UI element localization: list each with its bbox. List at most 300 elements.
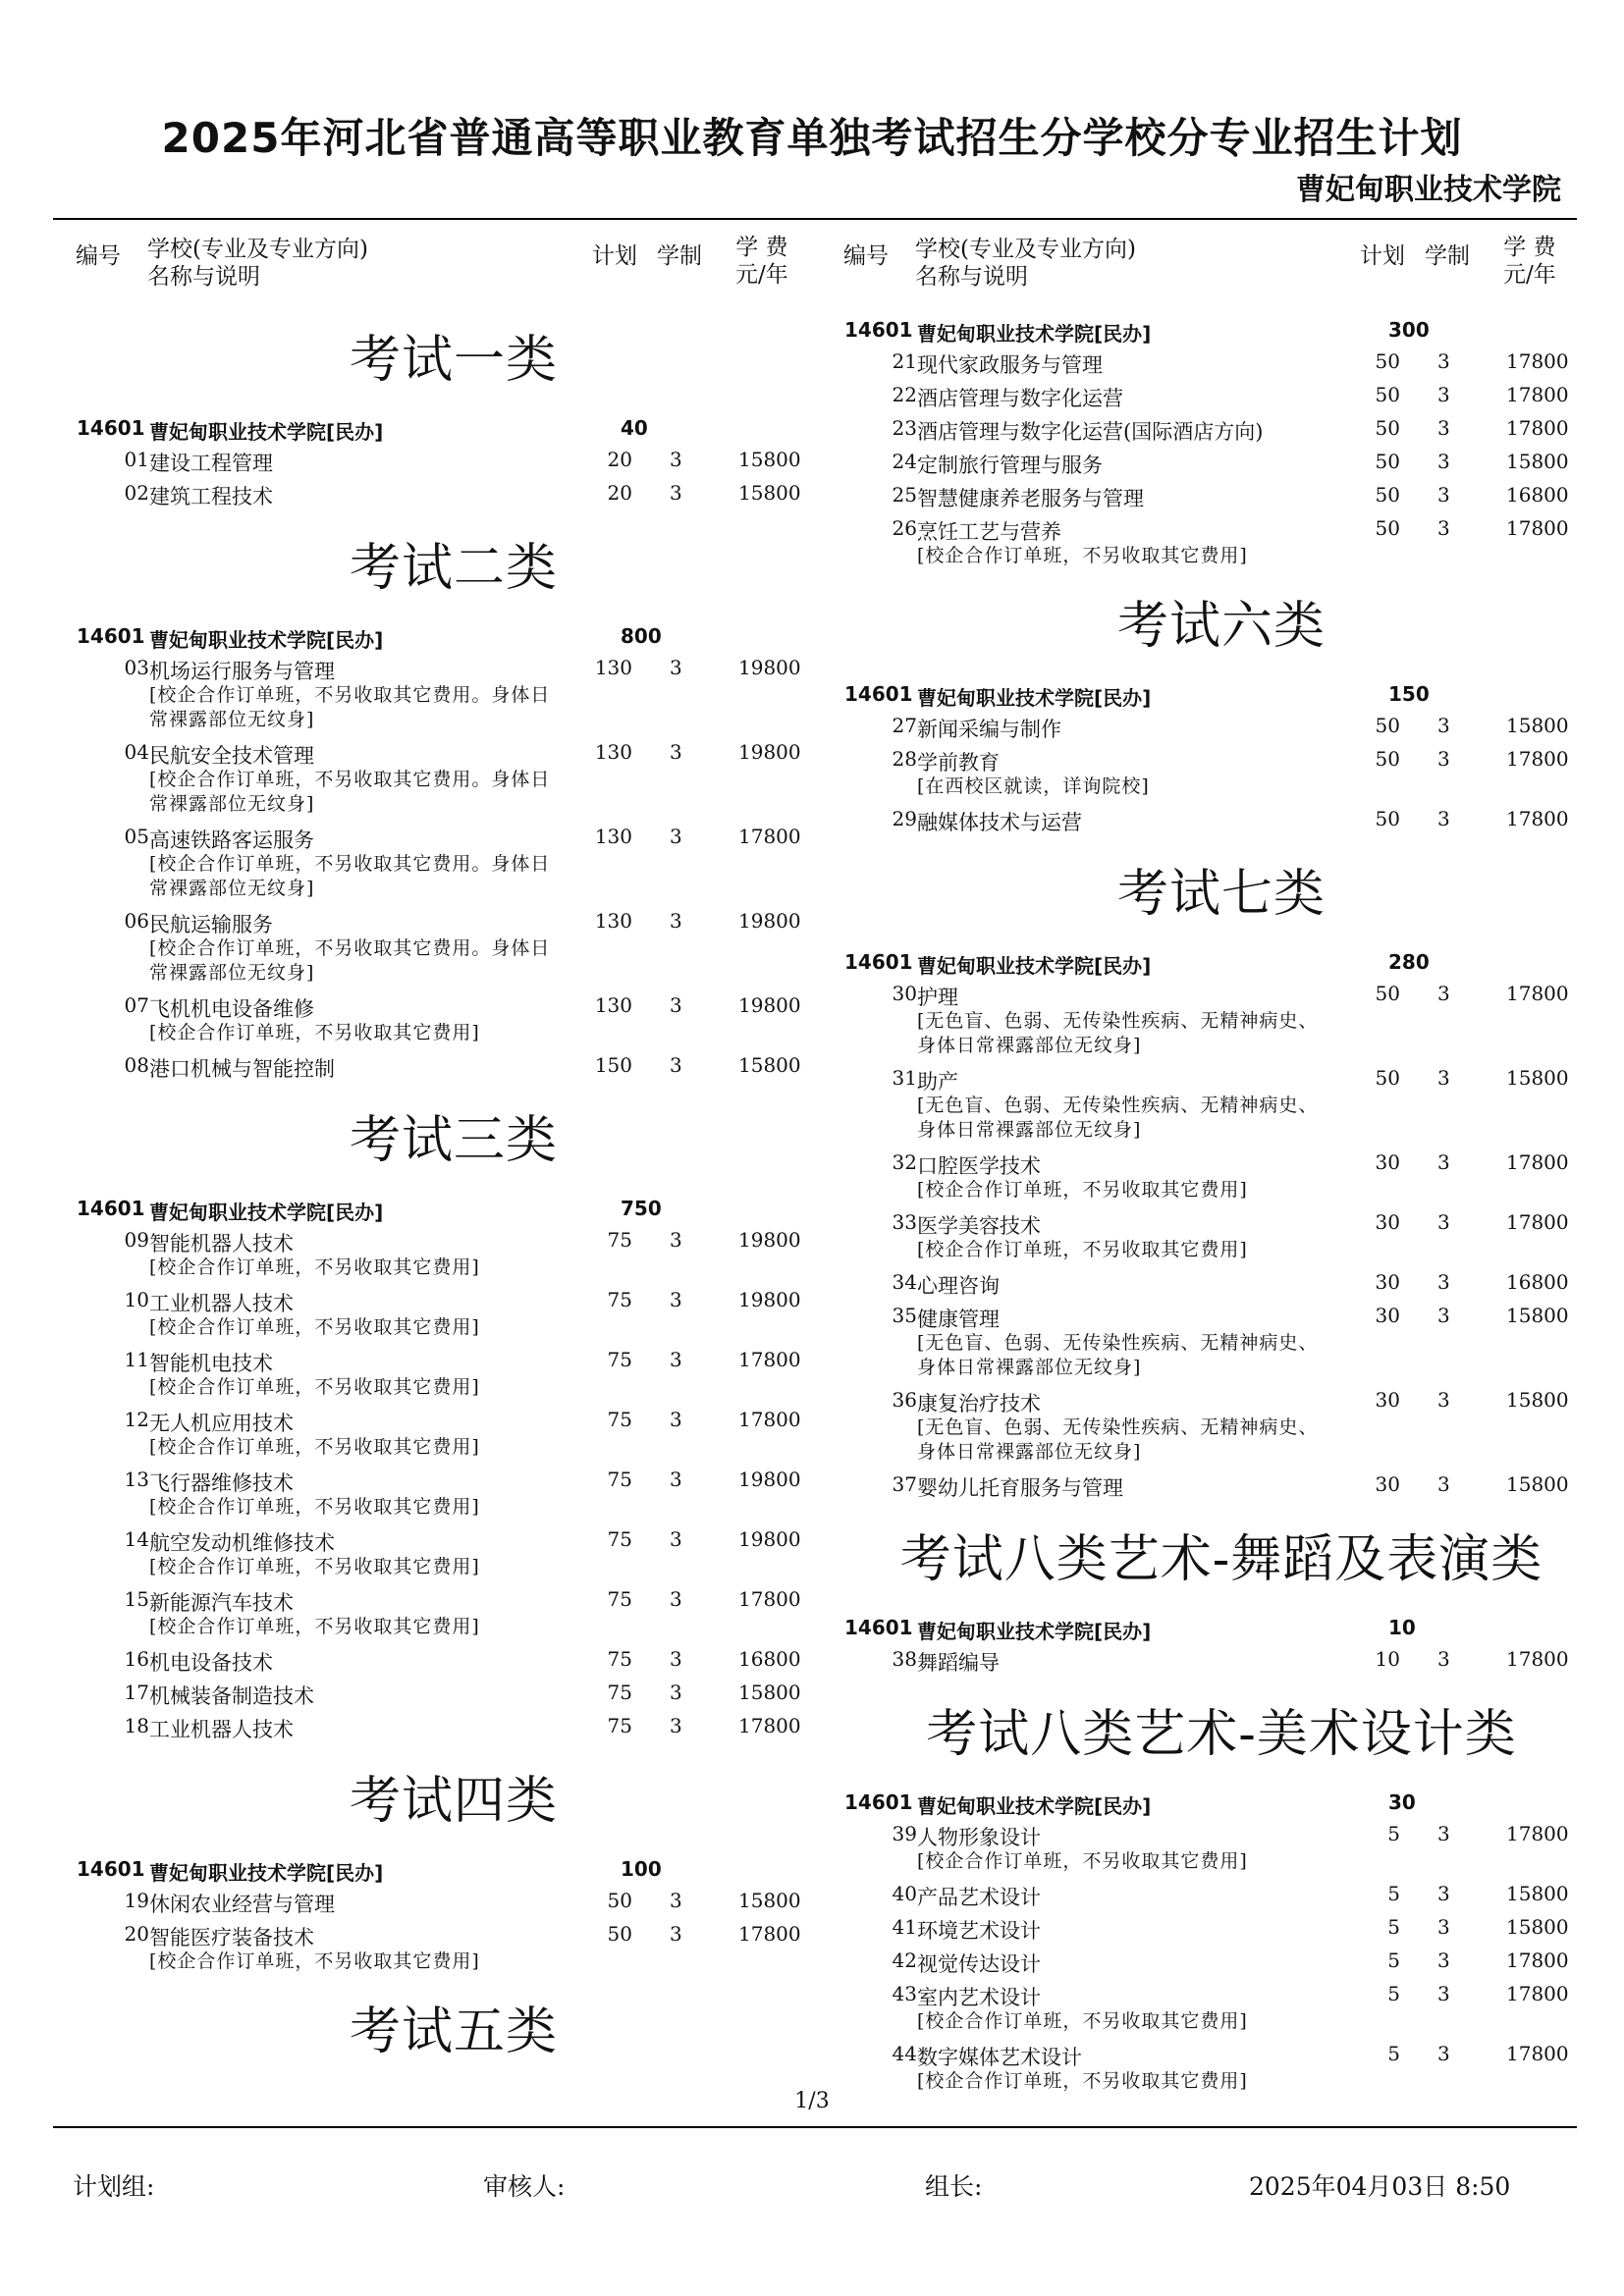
- major-row: [839, 1945, 1604, 1978]
- major-row: [839, 1206, 1604, 1240]
- major-plan: 30: [1375, 1210, 1400, 1234]
- school-name: 曹妃甸职业技术学院[民办]: [917, 954, 1152, 978]
- major-number: 44: [892, 2042, 917, 2065]
- major-note: [在西校区就读，详询院校]: [917, 775, 1150, 797]
- major-fee: 15800: [738, 481, 801, 505]
- school-code: 14601: [77, 624, 145, 648]
- major-plan: 50: [1375, 807, 1400, 830]
- left-section-list: [71, 316, 837, 2076]
- major-number: 43: [892, 1982, 917, 2005]
- major-number: 42: [892, 1949, 917, 1972]
- major-plan: 10: [1375, 1647, 1400, 1671]
- major-row: [71, 989, 837, 1023]
- major-number: 39: [892, 1822, 917, 1845]
- major-fee: 19800: [738, 1288, 801, 1311]
- major-years: 3: [670, 656, 682, 679]
- major-row: [839, 346, 1604, 379]
- major-plan: 75: [607, 1587, 632, 1611]
- footer-leader: 组长:: [925, 2172, 983, 2201]
- school-name-header: 曹妃甸职业技术学院: [1296, 173, 1561, 207]
- major-name: 航空发动机维修技术: [149, 1531, 335, 1555]
- major-years: 3: [1437, 383, 1450, 406]
- school-name: 曹妃甸职业技术学院[民办]: [917, 686, 1152, 710]
- major-name: 机场运行服务与管理: [149, 660, 335, 683]
- major-fee: 16800: [738, 1647, 801, 1671]
- major-name: 舞蹈编导: [917, 1651, 1000, 1675]
- major-row: [839, 1384, 1604, 1417]
- major-years: 3: [1437, 714, 1450, 737]
- header-plan: 计划: [592, 243, 637, 269]
- major-number: 33: [892, 1210, 917, 1234]
- major-years: 3: [670, 1527, 682, 1551]
- major-years: 3: [1437, 1150, 1450, 1174]
- major-number: 01: [124, 448, 149, 471]
- major-fee: 17800: [738, 1714, 801, 1737]
- major-fee: 15800: [1506, 1882, 1569, 1905]
- major-note: [校企合作订单班，不另收取其它费用]: [917, 1239, 1248, 1260]
- major-number: 15: [124, 1587, 149, 1611]
- major-fee: 17800: [1506, 1150, 1569, 1174]
- major-note: [校企合作订单班，不另收取其它费用]: [917, 545, 1248, 566]
- major-years: 3: [670, 1348, 682, 1371]
- major-years: 3: [670, 1922, 682, 1946]
- major-row: [71, 1677, 837, 1710]
- major-plan: 75: [607, 1288, 632, 1311]
- major-name: 休闲农业经营与管理: [149, 1893, 335, 1916]
- major-number: 13: [124, 1468, 149, 1491]
- major-plan: 5: [1387, 1822, 1400, 1845]
- major-note: [校企合作订单班，不另收取其它费用]: [149, 1022, 480, 1043]
- major-row: [71, 1523, 837, 1557]
- major-name: 建设工程管理: [149, 452, 273, 475]
- major-number: 41: [892, 1915, 917, 1939]
- major-row: [839, 446, 1604, 479]
- major-fee: 17800: [738, 1408, 801, 1431]
- major-plan: 50: [1375, 747, 1400, 771]
- major-name: 港口机械与智能控制: [149, 1057, 335, 1081]
- major-name: 助产: [917, 1070, 958, 1094]
- major-plan: 50: [607, 1889, 632, 1912]
- major-number: 23: [892, 416, 917, 440]
- major-years: 3: [670, 1587, 682, 1611]
- exam-category-title: 考试二类: [349, 539, 558, 598]
- major-name: 口腔医学技术: [917, 1154, 1041, 1178]
- major-plan: 50: [1375, 416, 1400, 440]
- major-years: 3: [670, 1408, 682, 1431]
- major-name: 智慧健康养老服务与管理: [917, 487, 1144, 510]
- major-years: 3: [1437, 1647, 1450, 1671]
- major-number: 14: [124, 1527, 149, 1551]
- major-years: 3: [1437, 450, 1450, 473]
- major-name: 酒店管理与数字化运营: [917, 387, 1123, 410]
- major-years: 3: [670, 1681, 682, 1704]
- school-total-plan: 800: [621, 624, 662, 648]
- major-fee: 15800: [1506, 1304, 1569, 1327]
- major-note: [校企合作订单班，不另收取其它费用。身体日常裸露部位无纹身]: [149, 937, 551, 984]
- major-number: 40: [892, 1882, 917, 1905]
- major-fee: 19800: [738, 1527, 801, 1551]
- header-code: 编号: [843, 243, 889, 269]
- major-name: 心理咨询: [917, 1274, 1000, 1298]
- major-fee: 17800: [1506, 1949, 1569, 1972]
- major-years: 3: [670, 1647, 682, 1671]
- school-total-plan: 40: [621, 416, 648, 440]
- major-name: 数字媒体艺术设计: [917, 2046, 1082, 2069]
- major-row: [71, 1284, 837, 1317]
- major-name: 高速铁路客运服务: [149, 828, 314, 852]
- major-number: 06: [124, 909, 149, 933]
- major-years: 3: [1437, 1882, 1450, 1905]
- major-name: 人物形象设计: [917, 1826, 1041, 1849]
- major-name: 机电设备技术: [149, 1651, 273, 1675]
- school-name: 曹妃甸职业技术学院[民办]: [149, 420, 384, 444]
- major-fee: 17800: [738, 825, 801, 848]
- school-name: 曹妃甸职业技术学院[民办]: [149, 1861, 384, 1885]
- major-note: [校企合作订单班，不另收取其它费用。身体日常裸露部位无纹身]: [149, 769, 551, 815]
- major-number: 37: [892, 1472, 917, 1496]
- school-name: 曹妃甸职业技术学院[民办]: [149, 628, 384, 652]
- major-number: 30: [892, 982, 917, 1005]
- major-number: 16: [124, 1647, 149, 1671]
- major-years: 3: [1437, 1915, 1450, 1939]
- major-note: [校企合作订单班，不另收取其它费用]: [149, 1950, 480, 1972]
- major-row: [71, 736, 837, 770]
- header-school: 学校(专业及专业方向) 名称与说明: [915, 237, 1136, 290]
- major-plan: 50: [1375, 450, 1400, 473]
- school-code: 14601: [77, 1857, 145, 1881]
- school-total-plan: 150: [1388, 682, 1430, 706]
- major-row: [839, 1300, 1604, 1333]
- left-column: [71, 234, 837, 2079]
- major-name: 视觉传达设计: [917, 1952, 1041, 1976]
- exam-category-title: 考试三类: [349, 1111, 558, 1170]
- major-number: 28: [892, 747, 917, 771]
- major-name: 健康管理: [917, 1308, 1000, 1331]
- major-row: [839, 1643, 1604, 1677]
- major-years: 3: [1437, 416, 1450, 440]
- major-years: 3: [1437, 2042, 1450, 2065]
- top-divider: [53, 218, 1577, 220]
- major-years: 3: [1437, 1270, 1450, 1294]
- major-note: [无色盲、色弱、无传染性疾病、无精神病史、身体日常裸露部位无纹身]: [917, 1332, 1319, 1378]
- school-row: [71, 1191, 837, 1224]
- major-number: 12: [124, 1408, 149, 1431]
- major-years: 3: [1437, 1949, 1450, 1972]
- major-name: 智能机器人技术: [149, 1232, 294, 1255]
- major-plan: 30: [1375, 1388, 1400, 1412]
- major-years: 3: [1437, 516, 1450, 540]
- header-years: 学制: [657, 243, 702, 269]
- major-plan: 75: [607, 1527, 632, 1551]
- major-note: [校企合作订单班，不另收取其它费用]: [149, 1376, 480, 1398]
- major-name: 室内艺术设计: [917, 1986, 1041, 2009]
- major-name: 飞机机电设备维修: [149, 997, 314, 1021]
- major-plan: 50: [1375, 714, 1400, 737]
- major-fee: 17800: [1506, 1210, 1569, 1234]
- major-plan: 50: [1375, 349, 1400, 373]
- major-number: 27: [892, 714, 917, 737]
- major-note: [校企合作订单班，不另收取其它费用]: [917, 2010, 1248, 2032]
- major-years: 3: [1437, 1472, 1450, 1496]
- major-fee: 15800: [738, 448, 801, 471]
- major-fee: 17800: [1506, 1822, 1569, 1845]
- column-header: [71, 234, 837, 302]
- major-note: [无色盲、色弱、无传染性疾病、无精神病史、身体日常裸露部位无纹身]: [917, 1416, 1319, 1463]
- major-fee: 19800: [738, 656, 801, 679]
- major-name: 无人机应用技术: [149, 1412, 294, 1435]
- footer-datetime: 2025年04月03日 8:50: [1249, 2172, 1511, 2201]
- major-number: 11: [124, 1348, 149, 1371]
- major-years: 3: [670, 1468, 682, 1491]
- major-years: 3: [1437, 483, 1450, 507]
- major-plan: 130: [594, 740, 632, 764]
- major-name: 工业机器人技术: [149, 1718, 294, 1741]
- major-fee: 15800: [1506, 1388, 1569, 1412]
- major-years: 3: [670, 740, 682, 764]
- major-plan: 130: [594, 825, 632, 848]
- major-row: [839, 1147, 1604, 1180]
- major-note: [校企合作订单班，不另收取其它费用]: [149, 1556, 480, 1577]
- major-fee: 19800: [738, 1228, 801, 1252]
- major-number: 38: [892, 1647, 917, 1671]
- school-total-plan: 300: [1388, 318, 1430, 342]
- school-name: 曹妃甸职业技术学院[民办]: [149, 1201, 384, 1224]
- school-row: [839, 676, 1604, 710]
- school-row: [71, 410, 837, 444]
- major-name: 护理: [917, 986, 958, 1009]
- major-plan: 75: [607, 1647, 632, 1671]
- major-note: [校企合作订单班，不另收取其它费用]: [917, 1850, 1248, 1872]
- header-code: 编号: [76, 243, 121, 269]
- major-name: 新闻采编与制作: [917, 718, 1061, 741]
- major-plan: 5: [1387, 1915, 1400, 1939]
- column-header: [839, 234, 1604, 302]
- major-name: 飞行器维修技术: [149, 1471, 294, 1495]
- header-plan: 计划: [1360, 243, 1405, 269]
- major-name: 融媒体技术与运营: [917, 811, 1082, 834]
- major-years: 3: [1437, 747, 1450, 771]
- major-years: 3: [1437, 1822, 1450, 1845]
- major-row: [839, 512, 1604, 546]
- major-row: [71, 652, 837, 685]
- school-total-plan: 280: [1388, 950, 1430, 974]
- major-fee: 19800: [738, 1468, 801, 1491]
- major-row: [839, 710, 1604, 743]
- major-name: 定制旅行管理与服务: [917, 454, 1103, 477]
- major-years: 3: [670, 825, 682, 848]
- header-fee: 学 费 元/年: [735, 235, 788, 288]
- major-number: 18: [124, 1714, 149, 1737]
- major-name: 新能源汽车技术: [149, 1591, 294, 1615]
- major-row: [839, 1468, 1604, 1502]
- major-fee: 15800: [1506, 1915, 1569, 1939]
- major-number: 34: [892, 1270, 917, 1294]
- major-plan: 50: [1375, 483, 1400, 507]
- major-plan: 50: [607, 1922, 632, 1946]
- major-fee: 17800: [1506, 1982, 1569, 2005]
- major-name: 酒店管理与数字化运营(国际酒店方向): [917, 420, 1264, 444]
- school-code: 14601: [844, 682, 913, 706]
- major-row: [71, 444, 837, 477]
- major-plan: 75: [607, 1228, 632, 1252]
- major-number: 10: [124, 1288, 149, 1311]
- major-note: [校企合作订单班，不另收取其它费用]: [149, 1256, 480, 1278]
- major-plan: 30: [1375, 1304, 1400, 1327]
- major-fee: 17800: [1506, 416, 1569, 440]
- major-plan: 130: [594, 909, 632, 933]
- major-years: 3: [670, 1053, 682, 1077]
- major-fee: 15800: [738, 1889, 801, 1912]
- major-number: 22: [892, 383, 917, 406]
- exam-category-title: 考试一类: [349, 331, 558, 390]
- school-total-plan: 30: [1388, 1790, 1416, 1814]
- major-plan: 75: [607, 1681, 632, 1704]
- header-fee: 学 费 元/年: [1503, 235, 1556, 288]
- major-number: 24: [892, 450, 917, 473]
- major-plan: 30: [1375, 1150, 1400, 1174]
- major-fee: 17800: [738, 1922, 801, 1946]
- school-name: 曹妃甸职业技术学院[民办]: [917, 322, 1152, 346]
- major-years: 3: [670, 1889, 682, 1912]
- school-name: 曹妃甸职业技术学院[民办]: [917, 1794, 1152, 1818]
- major-note: [校企合作订单班，不另收取其它费用]: [917, 2070, 1248, 2092]
- school-code: 14601: [844, 318, 913, 342]
- major-plan: 130: [594, 993, 632, 1017]
- major-number: 25: [892, 483, 917, 507]
- major-years: 3: [670, 1228, 682, 1252]
- major-name: 产品艺术设计: [917, 1886, 1041, 1909]
- major-years: 3: [670, 993, 682, 1017]
- major-years: 3: [670, 1714, 682, 1737]
- major-years: 3: [1437, 1066, 1450, 1090]
- school-code: 14601: [77, 416, 145, 440]
- school-row: [839, 944, 1604, 978]
- major-name: 康复治疗技术: [917, 1392, 1041, 1415]
- major-years: 3: [1437, 982, 1450, 1005]
- major-years: 3: [670, 909, 682, 933]
- major-name: 机械装备制造技术: [149, 1684, 314, 1708]
- major-years: 3: [1437, 1982, 1450, 2005]
- major-name: 学前教育: [917, 751, 1000, 774]
- school-row: [839, 312, 1604, 346]
- major-note: [校企合作订单班，不另收取其它费用]: [149, 1496, 480, 1518]
- major-row: [71, 1643, 837, 1677]
- right-section-list: [839, 312, 1604, 2098]
- major-note: [校企合作订单班，不另收取其它费用]: [149, 1616, 480, 1637]
- major-note: [无色盲、色弱、无传染性疾病、无精神病史、身体日常裸露部位无纹身]: [917, 1010, 1319, 1056]
- exam-category-title: 考试四类: [349, 1772, 558, 1831]
- major-plan: 50: [1375, 982, 1400, 1005]
- exam-category-title: 考试七类: [1116, 865, 1326, 924]
- page-number: 1/3: [794, 2089, 830, 2113]
- major-number: 36: [892, 1388, 917, 1412]
- major-row: [71, 477, 837, 510]
- major-row: [839, 1062, 1604, 1095]
- major-fee: 17800: [1506, 807, 1569, 830]
- major-row: [71, 1710, 837, 1743]
- major-plan: 30: [1375, 1472, 1400, 1496]
- major-fee: 17800: [1506, 747, 1569, 771]
- major-number: 35: [892, 1304, 917, 1327]
- major-plan: 150: [594, 1053, 632, 1077]
- major-fee: 17800: [1506, 982, 1569, 1005]
- major-fee: 17800: [1506, 2042, 1569, 2065]
- major-fee: 17800: [1506, 349, 1569, 373]
- major-number: 31: [892, 1066, 917, 1090]
- major-name: 环境艺术设计: [917, 1919, 1041, 1943]
- major-note: [校企合作订单班，不另收取其它费用]: [149, 1436, 480, 1458]
- school-total-plan: 10: [1388, 1616, 1416, 1639]
- major-fee: 16800: [1506, 1270, 1569, 1294]
- major-plan: 30: [1375, 1270, 1400, 1294]
- major-plan: 50: [1375, 383, 1400, 406]
- major-years: 3: [670, 481, 682, 505]
- major-years: 3: [1437, 807, 1450, 830]
- school-code: 14601: [844, 1616, 913, 1639]
- major-number: 04: [124, 740, 149, 764]
- major-plan: 5: [1387, 1949, 1400, 1972]
- major-fee: 17800: [1506, 1647, 1569, 1671]
- major-name: 烹饪工艺与营养: [917, 520, 1061, 544]
- school-row: [71, 618, 837, 652]
- major-row: [839, 412, 1604, 446]
- major-fee: 19800: [738, 909, 801, 933]
- major-plan: 75: [607, 1408, 632, 1431]
- school-code: 14601: [77, 1197, 145, 1220]
- major-row: [71, 905, 837, 938]
- major-row: [839, 2038, 1604, 2071]
- major-row: [839, 379, 1604, 412]
- major-number: 17: [124, 1681, 149, 1704]
- major-note: [校企合作订单班，不另收取其它费用]: [149, 1316, 480, 1338]
- major-name: 民航运输服务: [149, 913, 273, 936]
- major-name: 民航安全技术管理: [149, 744, 314, 768]
- major-number: 02: [124, 481, 149, 505]
- major-row: [71, 1049, 837, 1083]
- major-number: 29: [892, 807, 917, 830]
- major-plan: 20: [607, 448, 632, 471]
- exam-category-title: 考试六类: [1116, 597, 1326, 656]
- school-name: 曹妃甸职业技术学院[民办]: [917, 1620, 1152, 1643]
- school-code: 14601: [844, 950, 913, 974]
- exam-category-title: 考试八类艺术-舞蹈及表演类: [899, 1530, 1543, 1589]
- major-number: 03: [124, 656, 149, 679]
- major-years: 3: [1437, 1388, 1450, 1412]
- major-row: [839, 1878, 1604, 1911]
- major-fee: 15800: [738, 1681, 801, 1704]
- major-row: [839, 479, 1604, 512]
- major-number: 20: [124, 1922, 149, 1946]
- major-row: [71, 1224, 837, 1257]
- major-fee: 15800: [738, 1053, 801, 1077]
- major-number: 32: [892, 1150, 917, 1174]
- major-name: 现代家政服务与管理: [917, 353, 1103, 377]
- school-total-plan: 100: [621, 1857, 662, 1881]
- major-row: [71, 1404, 837, 1437]
- major-row: [839, 978, 1604, 1011]
- major-plan: 5: [1387, 1882, 1400, 1905]
- major-number: 19: [124, 1889, 149, 1912]
- major-years: 3: [1437, 349, 1450, 373]
- major-years: 3: [670, 448, 682, 471]
- major-number: 08: [124, 1053, 149, 1077]
- major-plan: 130: [594, 656, 632, 679]
- major-plan: 75: [607, 1348, 632, 1371]
- major-number: 05: [124, 825, 149, 848]
- major-row: [71, 1918, 837, 1951]
- major-row: [839, 1911, 1604, 1945]
- major-note: [无色盲、色弱、无传染性疾病、无精神病史、身体日常裸露部位无纹身]: [917, 1095, 1319, 1141]
